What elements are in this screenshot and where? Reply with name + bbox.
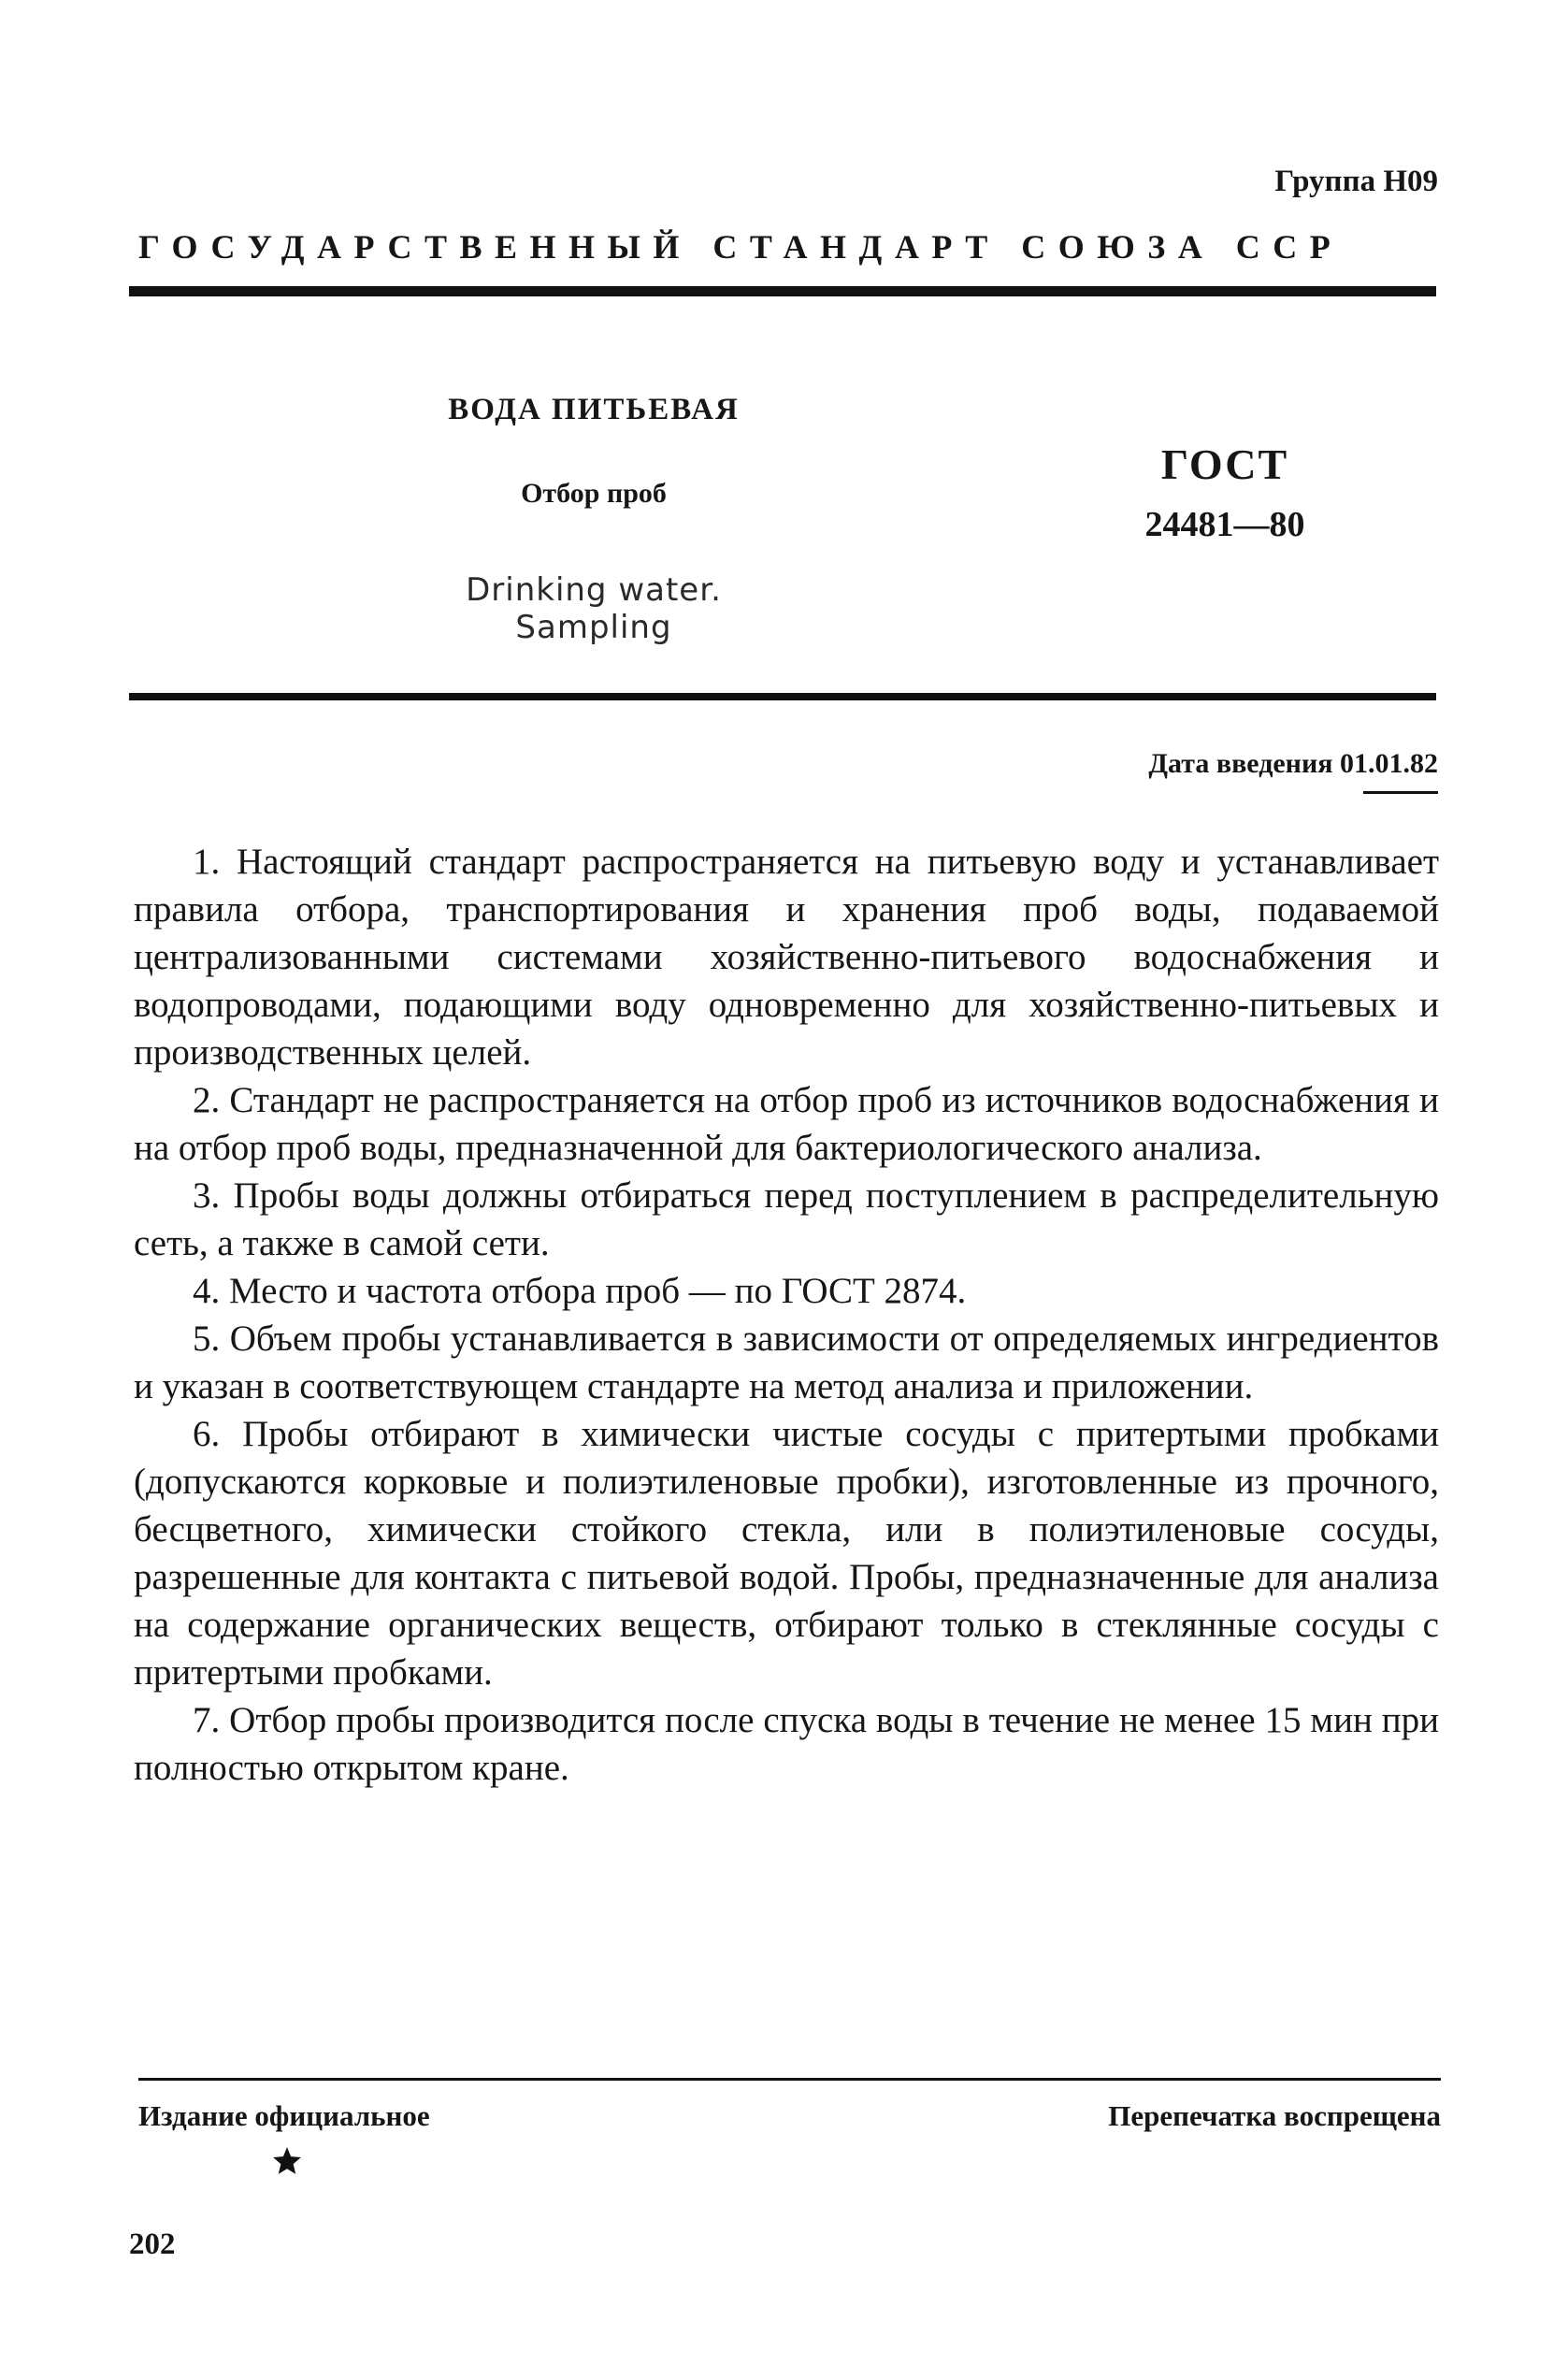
document-subtitle: Отбор проб bbox=[521, 478, 667, 509]
gost-label: ГОСТ bbox=[1160, 440, 1289, 488]
bottom-rule bbox=[138, 2078, 1441, 2081]
star-icon bbox=[271, 2145, 303, 2177]
paragraph-5: 5. Объем пробы устанавливается в зависимости от определяемых ингредиентов и указан в соответствующем стандарте на метод анализа и приложении. bbox=[134, 1319, 1439, 1406]
reprint-prohibited-note: Перепечатка воспрещена bbox=[1108, 2099, 1441, 2132]
paragraph-1: 1. Настоящий стандарт распространяется на питьевую воду и устанавливает правила отбора, транспортирования и хранения проб воды, подаваемой централизованными системами хозяйственно-питьевого водоснабжения и водопроводами, подающими воду одновременно для хозяйственно-питьевых и производственных целей. bbox=[134, 842, 1439, 1073]
date-underline bbox=[1363, 791, 1438, 794]
paragraph-3: 3. Пробы воды должны отбираться перед поступлением в распределительную сеть, а также в самой сети. bbox=[134, 1175, 1439, 1263]
middle-rule bbox=[129, 693, 1436, 700]
standard-body bbox=[134, 838, 1439, 1792]
introduction-date: Дата введения 01.01.82 bbox=[1148, 748, 1438, 779]
english-title: Drinking water. Sampling bbox=[466, 571, 722, 646]
state-standard-heading: ГОСУДАРСТВЕННЫЙ СТАНДАРТ СОЮЗА ССР bbox=[138, 228, 1344, 266]
title-block bbox=[383, 393, 804, 646]
document-title: ВОДА ПИТЬЕВАЯ bbox=[448, 393, 740, 426]
gost-designation bbox=[1103, 440, 1346, 545]
paragraph-4: 4. Место и частота отбора проб — по ГОСТ 2874. bbox=[193, 1271, 967, 1311]
paragraph-7: 7. Отбор пробы производится после спуска воды в течение не менее 15 мин при полностью открытом кране. bbox=[134, 1700, 1439, 1788]
official-edition-note: Издание официальное bbox=[138, 2099, 430, 2132]
gost-number: 24481—80 bbox=[1144, 505, 1305, 544]
page-number: 202 bbox=[129, 2227, 176, 2261]
top-rule bbox=[129, 286, 1436, 296]
group-code: Группа Н09 bbox=[1274, 165, 1438, 198]
paragraph-2: 2. Стандарт не распространяется на отбор проб из источников водоснабжения и на отбор проб воды, предназначенной для бактериологического анализа. bbox=[134, 1080, 1439, 1168]
paragraph-6: 6. Пробы отбирают в химически чистые сосуды с притертыми пробками (допускаются корковые и полиэтиленовые пробки), изготовленные из прочного, бесцветного, химически стойкого стекла, или в полиэтиленовые сосуды, разрешенные для контакта с питьевой водой. Пробы, предназначенные для анализа на содержание органических веществ, отбирают только в стеклянные сосуды с притертыми пробками. bbox=[134, 1414, 1439, 1693]
